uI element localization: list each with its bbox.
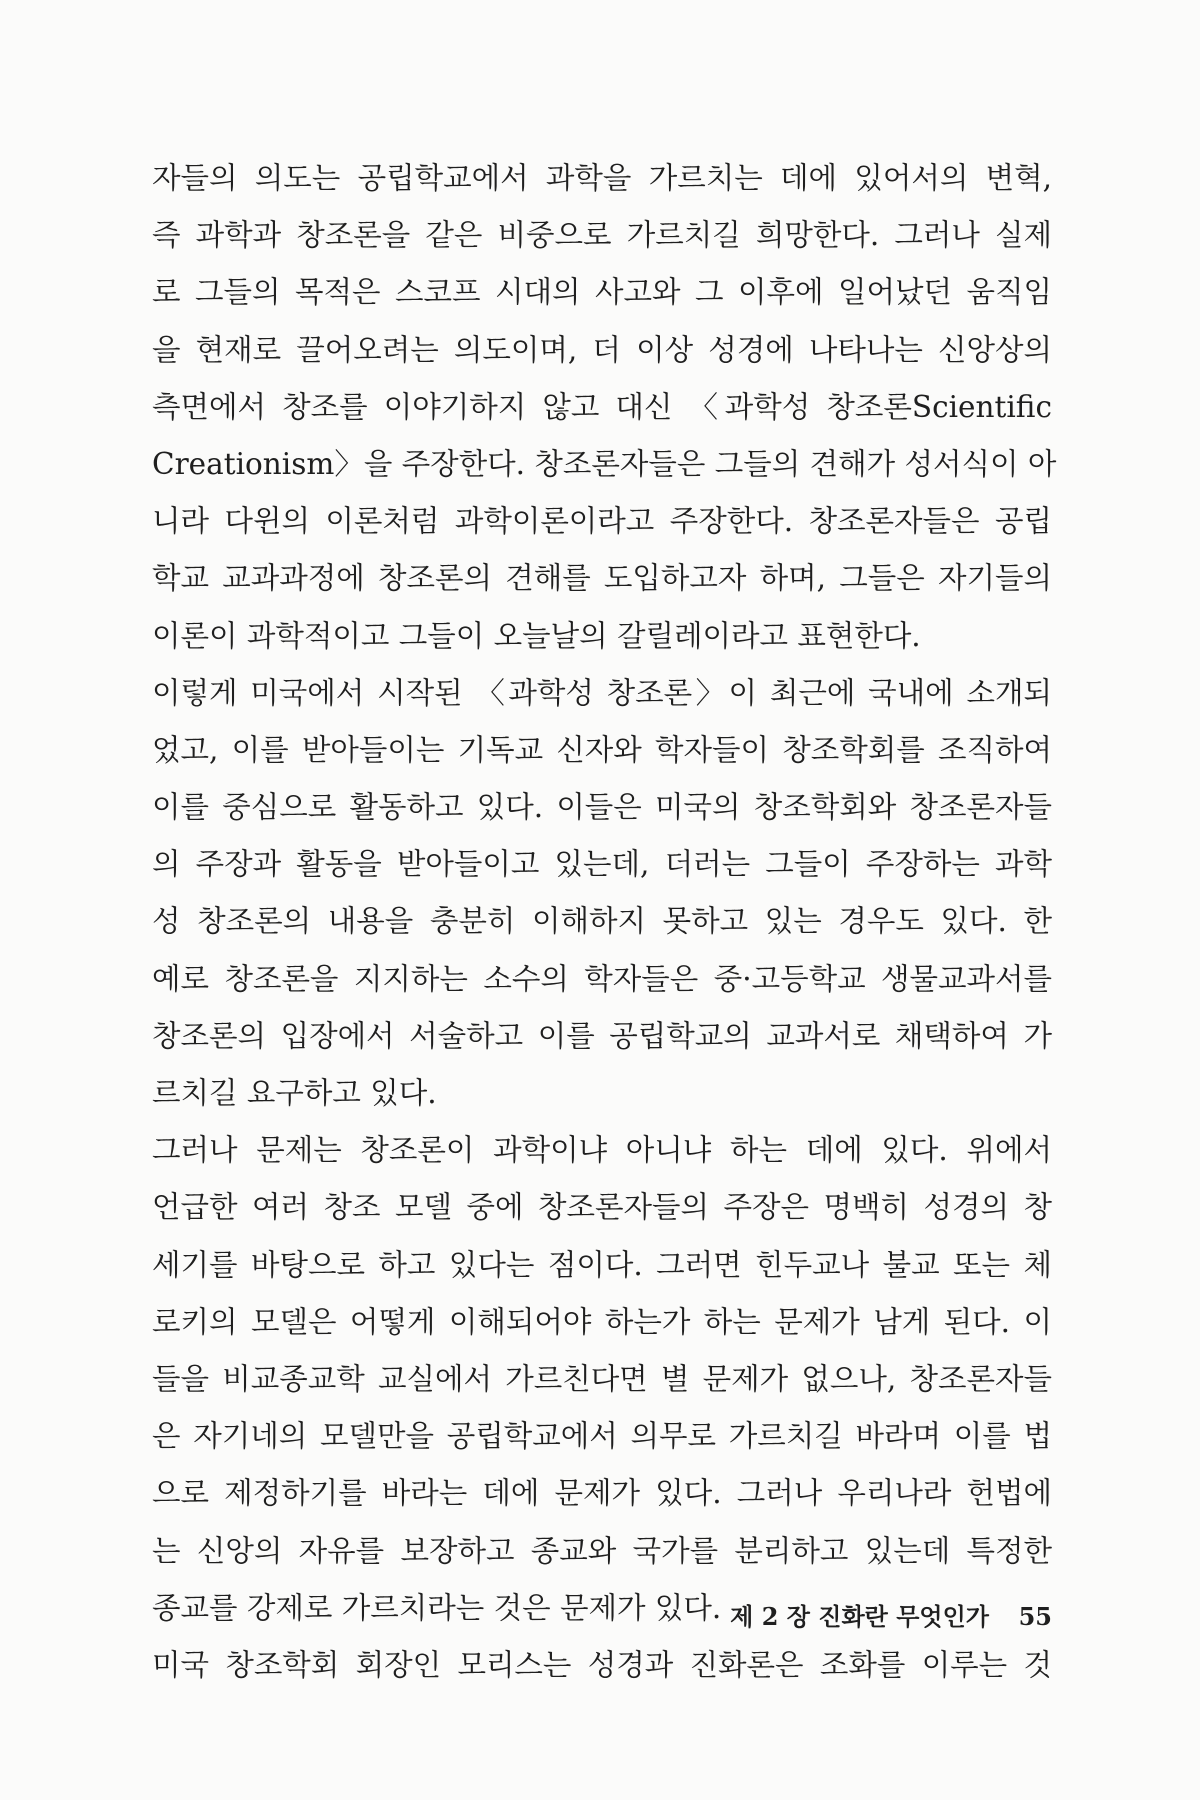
text-line: 의 주장과 활동을 받아들이고 있는데, 더러는 그들이 주장하는 과학 <box>152 847 1052 882</box>
text-line: 었고, 이를 받아들이는 기독교 신자와 학자들이 창조학회를 조직하여 <box>152 732 1052 767</box>
text-line: 미국 창조학회 회장인 모리스는 성경과 진화론은 조화를 이루는 것 <box>152 1647 1052 1682</box>
text-line: Creationism〉을 주장한다. 창조론자들은 그들의 견해가 성서식이 아 <box>152 446 1057 481</box>
text-line: 그러나 문제는 창조론이 과학이냐 아니냐 하는 데에 있다. 위에서 <box>152 1133 1052 1168</box>
text-line: 는 신앙의 자유를 보장하고 종교와 국가를 분리하고 있는데 특정한 <box>152 1533 1052 1568</box>
text-line: 들을 비교종교학 교실에서 가르친다면 별 문제가 없으나, 창조론자들 <box>152 1361 1052 1396</box>
text-line: 종교를 강제로 가르치라는 것은 문제가 있다. <box>152 1590 722 1625</box>
text-line: 학교 교과과정에 창조론의 견해를 도입하고자 하며, 그들은 자기들의 <box>152 561 1052 596</box>
page-footer <box>0 1597 1052 1632</box>
text-line: 이를 중심으로 활동하고 있다. 이들은 미국의 창조학회와 창조론자들 <box>152 790 1052 825</box>
text-line: 로 그들의 목적은 스코프 시대의 사고와 그 이후에 일어났던 움직임 <box>152 275 1052 310</box>
text-line: 즉 과학과 창조론을 같은 비중으로 가르치길 희망한다. 그러나 실제 <box>152 218 1052 253</box>
text-line: 창조론의 입장에서 서술하고 이를 공립학교의 교과서로 채택하여 가 <box>152 1018 1052 1053</box>
text-line: 을 현재로 끌어오려는 의도이며, 더 이상 성경에 나타나는 신앙상의 <box>152 332 1052 367</box>
body-text <box>152 150 1057 1694</box>
text-line: 성 창조론의 내용을 충분히 이해하지 못하고 있는 경우도 있다. 한 <box>152 904 1052 939</box>
text-line: 니라 다윈의 이론처럼 과학이론이라고 주장한다. 창조론자들은 공립 <box>152 504 1052 539</box>
text-line: 측면에서 창조를 이야기하지 않고 대신 〈과학성 창조론Scientific <box>152 389 1052 424</box>
text-line: 은 자기네의 모델만을 공립학교에서 의무로 가르치길 바라며 이를 법 <box>152 1419 1052 1454</box>
text-line: 자들의 의도는 공립학교에서 과학을 가르치는 데에 있어서의 변혁, <box>152 161 1052 195</box>
text-line: 언급한 여러 창조 모델 중에 창조론자들의 주장은 명백히 성경의 창 <box>152 1190 1052 1225</box>
text-line: 으로 제정하기를 바라는 데에 문제가 있다. 그러나 우리나라 헌법에 <box>152 1476 1052 1511</box>
text-line: 이렇게 미국에서 시작된 〈과학성 창조론〉이 최근에 국내에 소개되 <box>152 675 1052 710</box>
text-line: 이론이 과학적이고 그들이 오늘날의 갈릴레이라고 표현한다. <box>152 618 921 653</box>
text-line: 예로 창조론을 지지하는 소수의 학자들은 중·고등학교 생물교과서를 <box>152 961 1052 996</box>
text-line: 로키의 모델은 어떻게 이해되어야 하는가 하는 문제가 남게 된다. 이 <box>152 1304 1052 1339</box>
page-number: 55 <box>1018 1602 1052 1631</box>
text-line: 세기를 바탕으로 하고 있다는 점이다. 그러면 힌두교나 불교 또는 체 <box>152 1247 1052 1282</box>
text-line: 르치길 요구하고 있다. <box>152 1076 437 1110</box>
chapter-title: 제 2 장 진화란 무엇인가 <box>730 1602 989 1631</box>
